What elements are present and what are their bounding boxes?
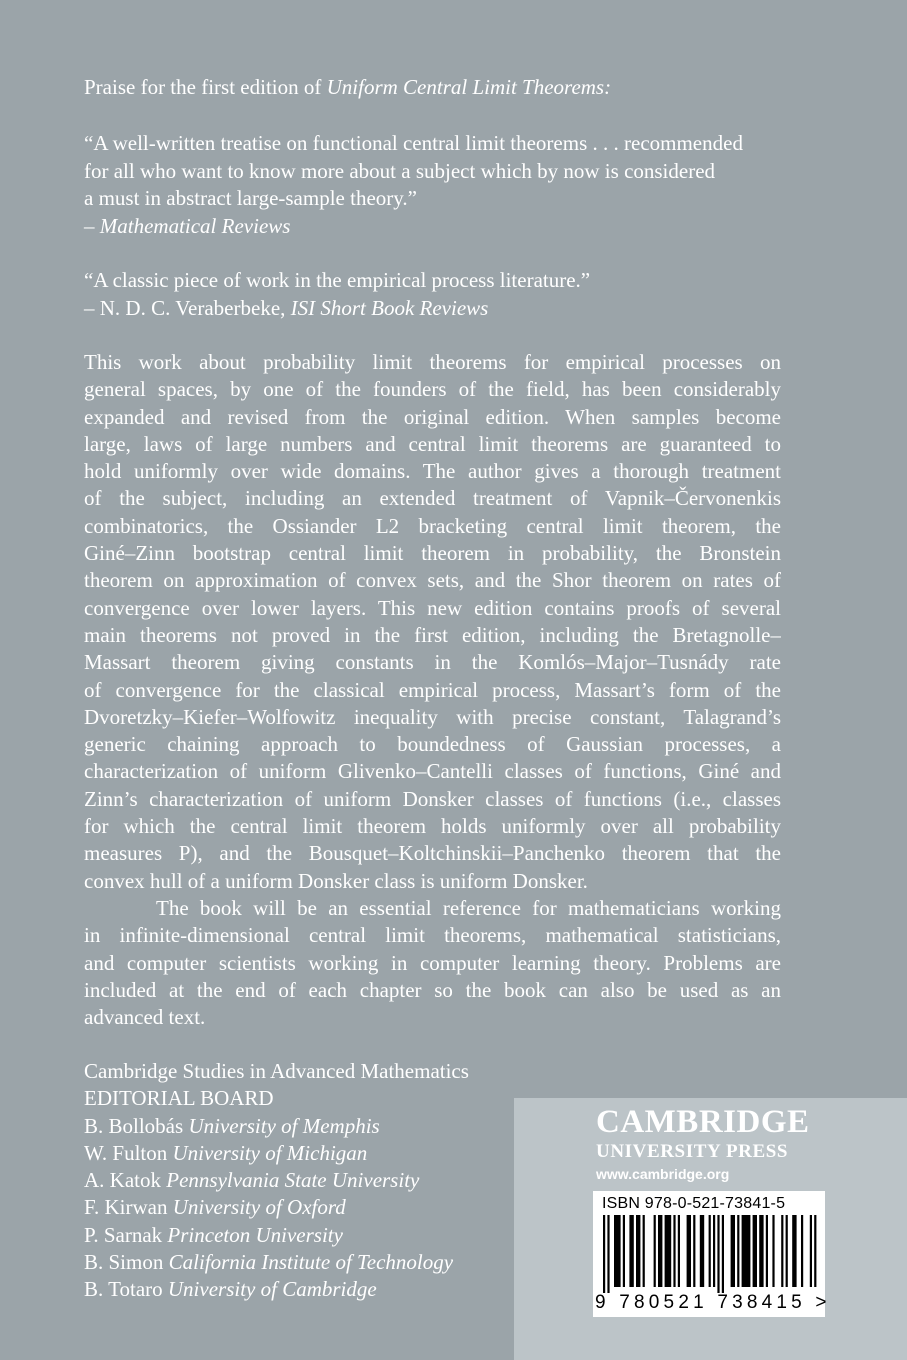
barcode-bar: [658, 1215, 662, 1287]
barcode-bar: [810, 1215, 812, 1287]
barcode-bar: [772, 1215, 774, 1287]
member-name: F. Kirwan: [84, 1195, 168, 1220]
description-line: main theorems not proved in the first edition, including the Bretagnolle–: [84, 622, 781, 647]
member-affiliation: University of Cambridge: [167, 1277, 377, 1302]
member-name: A. Katok: [84, 1168, 161, 1193]
description-line: The book will be an essential reference for mathematicians working: [156, 895, 781, 920]
description-line: generic chaining approach to boundedness of Gaussian processes, a: [84, 732, 781, 757]
barcode-bar: [737, 1215, 739, 1287]
description-line: advanced text.: [84, 1005, 206, 1030]
barcode-bar: [623, 1215, 625, 1287]
publisher-panel: [514, 1098, 907, 1360]
member-name: B. Totaro: [84, 1277, 163, 1302]
barcode-bar: [814, 1215, 816, 1287]
barcode-bar: [693, 1215, 695, 1287]
source-dash: –: [84, 213, 100, 238]
description-line: included at the end of each chapter so the book can also be used as an: [84, 977, 781, 1002]
review-source: [84, 295, 781, 323]
description-line: Giné–Zinn bootstrap central limit theorem in probability, the Bronstein: [84, 541, 781, 566]
review-quote-2: [84, 267, 781, 322]
barcode-number: 9 780521 738415 >: [595, 1292, 831, 1313]
book-description: [84, 349, 781, 1031]
description-line: large, laws of large numbers and central limit theorems are guaranteed to: [84, 431, 781, 456]
barcode-bar: [678, 1215, 680, 1287]
description-line: measures P), and the Bousquet–Koltchinskii–Panchenko theorem that the: [84, 841, 781, 866]
praise-intro: Praise for the first edition of: [84, 75, 327, 99]
description-line: Dvoretzky–Kiefer–Wolfowitz inequality with precise constant, Talagrand’s: [84, 704, 781, 729]
barcode-bar: [753, 1215, 757, 1287]
source-publication: Mathematical Reviews: [99, 213, 291, 238]
description-line: for which the central limit theorem holds uniformly over all probability: [84, 814, 781, 839]
description-line: theorem on approximation of convex sets, and the Shor theorem on rates of: [84, 568, 781, 593]
barcode-bar: [731, 1215, 735, 1287]
member-name: P. Sarnak: [84, 1222, 163, 1247]
description-line: hold uniformly over wide domains. The author gives a thorough treatment: [84, 459, 781, 484]
barcode-bar: [654, 1215, 656, 1287]
publisher-logo-name: CAMBRIDGE: [596, 1104, 810, 1140]
description-line: convex hull of a uniform Donsker class is uniform Donsker.: [84, 868, 588, 893]
barcode-bar: [717, 1215, 719, 1293]
barcode-bar: [700, 1215, 704, 1287]
description-line: This work about probability limit theorems for empirical processes on: [84, 350, 781, 374]
barcode-bar: [781, 1215, 783, 1287]
barcode-bar: [759, 1215, 763, 1287]
praise-heading: [84, 74, 781, 102]
review-line: “A well-written treatise on functional central limit theorems . . . recommended: [84, 131, 743, 155]
review-quote-1: [84, 130, 781, 240]
editorial-board-heading: EDITORIAL BOARD: [84, 1086, 274, 1111]
member-name: B. Bollobás: [84, 1113, 184, 1138]
member-affiliation: Princeton University: [167, 1222, 343, 1247]
description-line: general spaces, by one of the founders of the field, has been considerably: [84, 377, 781, 402]
description-line: of the subject, including an extended treatment of Vapnik–Červonenkis: [84, 486, 781, 511]
description-line: Massart theorem giving constants in the Komlós–Major–Tusnády rate: [84, 650, 781, 675]
barcode-bar: [614, 1215, 621, 1287]
description-line: in infinite-dimensional central limit theorems, mathematical statisticians,: [84, 923, 781, 948]
member-affiliation: University of Michigan: [172, 1140, 368, 1165]
barcode-bar: [742, 1215, 751, 1287]
barcode-box: [593, 1191, 831, 1317]
review-line: for all who want to know more about a subject which by now is considered: [84, 158, 716, 183]
description-line: characterization of uniform Glivenko–Cantelli classes of functions, Giné and: [84, 759, 781, 784]
barcode-bar: [607, 1215, 609, 1293]
publisher-url: www.cambridge.org: [596, 1166, 730, 1182]
barcode-bar: [643, 1215, 645, 1287]
isbn-label: ISBN 978-0-521-73841-5: [602, 1195, 786, 1212]
barcode-bar: [603, 1215, 605, 1293]
barcode-bar: [766, 1215, 768, 1287]
first-edition-title: Uniform Central Limit Theorems:: [326, 75, 612, 99]
description-line: of convergence for the classical empirical process, Massart’s form of the: [84, 677, 781, 702]
member-name: B. Simon: [84, 1250, 164, 1275]
barcode-icon: [601, 1215, 817, 1293]
barcode-bar: [629, 1215, 633, 1287]
barcode-bar: [722, 1215, 724, 1293]
description-line: combinatorics, the Ossiander L2 bracketing central limit theorem, the: [84, 513, 781, 538]
review-line: “A classic piece of work in the empirical process literature.”: [84, 268, 591, 292]
member-affiliation: California Institute of Technology: [168, 1250, 454, 1275]
source-publication: ISI Short Book Reviews: [290, 295, 489, 320]
barcode-bar: [713, 1215, 715, 1287]
review-source: [84, 213, 781, 241]
barcode-bar: [792, 1215, 796, 1287]
barcode-bar: [687, 1215, 691, 1287]
description-line: convergence over lower layers. This new edition contains proofs of several: [84, 595, 781, 620]
member-affiliation: University of Memphis: [188, 1113, 380, 1138]
barcode-bar: [673, 1215, 675, 1287]
barcode-bar: [636, 1215, 640, 1287]
member-affiliation: University of Oxford: [172, 1195, 346, 1220]
member-affiliation: Pennsylvania State University: [166, 1168, 420, 1193]
series-name: Cambridge Studies in Advanced Mathematics: [84, 1059, 469, 1083]
barcode-bar: [709, 1215, 711, 1287]
description-line: and computer scientists working in computer learning theory. Problems are: [84, 950, 781, 975]
barcode-bar: [786, 1215, 788, 1287]
barcode-bar: [665, 1215, 672, 1287]
description-line: Zinn’s characterization of uniform Donsker classes of functions (i.e., classes: [84, 786, 781, 811]
source-dash: –: [84, 295, 100, 320]
description-line: expanded and revised from the original edition. When samples become: [84, 404, 781, 429]
publisher-logo-press: UNIVERSITY PRESS: [596, 1141, 789, 1162]
review-line: a must in abstract large-sample theory.”: [84, 186, 417, 210]
barcode-bar: [801, 1215, 803, 1287]
member-name: W. Fulton: [84, 1140, 168, 1165]
source-author: N. D. C. Veraberbeke,: [99, 295, 291, 320]
